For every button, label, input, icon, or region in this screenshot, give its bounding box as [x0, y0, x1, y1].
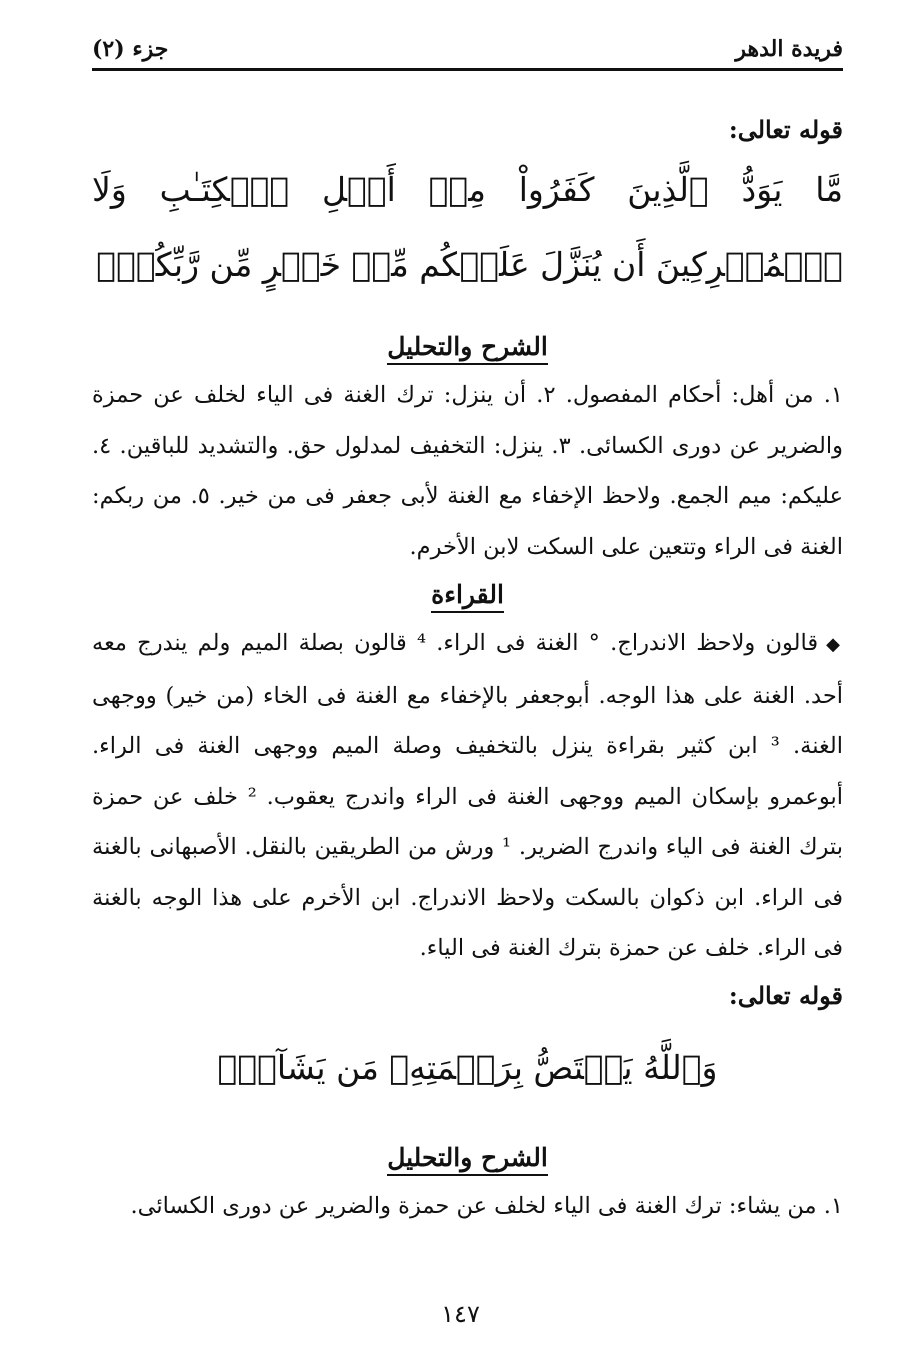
section-title-text-2: الشرح والتحليل [387, 1143, 548, 1176]
verse-intro-label-2: قوله تعالى: [728, 980, 843, 1010]
section-title-explanation-2 [92, 1135, 843, 1181]
reading-paragraph [92, 618, 843, 974]
quran-verse-2: وَٱللَّهُ يَخۡتَصُّ بِرَحۡمَتِهِۦ مَن يَشَآءُۚ [217, 1047, 718, 1087]
section-title-text: الشرح والتحليل [387, 332, 548, 365]
quran-verse: مَّا يَوَدُّ ٱلَّذِينَ كَفَرُواْ مِنۡ أَهۡلِ ٱلۡكِتَـٰبِ وَلَا ٱلۡمُشۡرِكِينَ أَن يُنَزَّلَ عَلَيۡكُم مِّنۡ خَيۡرٍ مِّن رَّبِّكُمۡۗ [92, 170, 843, 284]
header-divider [92, 68, 843, 71]
section-title-reading [92, 572, 843, 618]
section-title-explanation [92, 324, 843, 370]
reading-title-text: القراءة [431, 580, 504, 613]
book-title: فريدة الدهر [735, 36, 843, 62]
page-header [92, 30, 843, 68]
part-label: جزء (٢) [92, 36, 169, 62]
verse-intro-label: قوله تعالى: [728, 115, 843, 144]
page-number: ١٤٧ [441, 1300, 480, 1328]
explanation-paragraph-2: ١. من يشاء: ترك الغنة فى الياء لخلف عن حمزة والضرير عن دورى الكسائى. [130, 1192, 843, 1219]
main-content [92, 110, 843, 1231]
explanation-paragraph: ١. من أهل: أحكام المفصول. ٢. أن ينزل: ترك الغنة فى الياء لخلف عن حمزة والضرير عن دورى الكسائى. ٣. ينزل: التخفيف لمدلول حق. والتشديد للباقين. ٤. عليكم: ميم الجمع. ولاحظ الإخفاء مع الغنة لأبى جعفر فى من خير. ٥. من ربكم: الغنة فى الراء وتتعين على السكت لابن الأخرم. [92, 382, 843, 560]
reading-text: قالون ولاحظ الاندراج. ° الغنة فى الراء. ⁴ قالون بصلة الميم ولم يندرج معه أحد. الغنة على هذا الوجه. أبوجعفر بالإخفاء مع الغنة فى الخاء (من خير) ووجهى الغنة. ³ ابن كثير بقراءة ينزل بالتخفيف وصلة الميم ووجهى الغنة فى الراء. أبوعمرو بإسكان الميم ووجهى الغنة فى الراء واندرج يعقوب. ² خلف عن حمزة بترك الغنة فى الياء واندرج الضرير. ¹ ورش من الطريقين بالنقل. الأصبهانى بالغنة فى الراء. ابن ذكوان بالسكت ولاحظ الاندراج. ابن الأخرم على هذا الوجه بالغنة فى الراء. خلف عن حمزة بترك الغنة فى الياء. [92, 630, 843, 961]
diamond-bullet-icon: ◆ [826, 634, 843, 655]
